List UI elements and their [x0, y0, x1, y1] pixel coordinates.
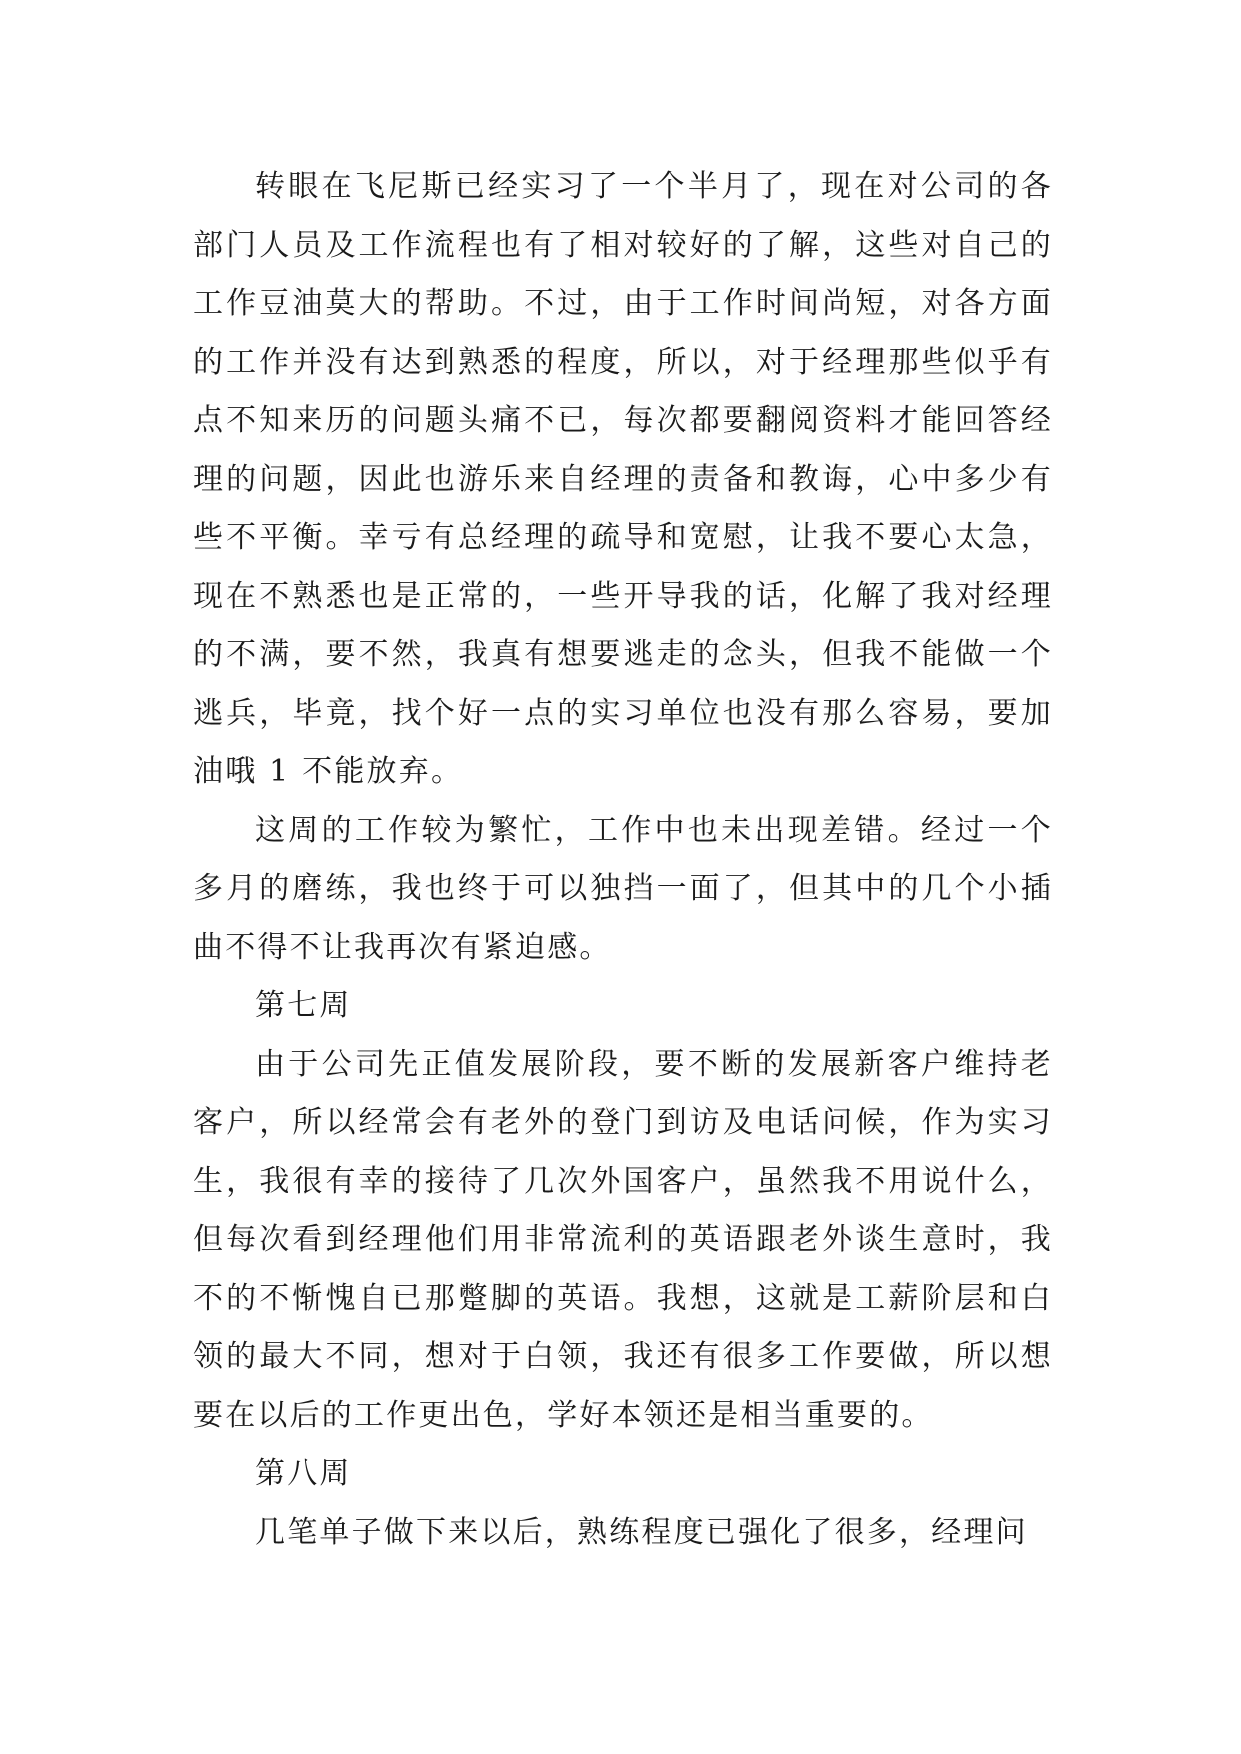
document-body — [193, 158, 1053, 1562]
paragraph-internship-reflection: 转眼在飞尼斯已经实习了一个半月了，现在对公司的各部门人员及工作流程也有了相对较好的了解，这些对自己的工作豆油莫大的帮助。不过，由于工作时间尚短，对各方面的工作并没有达到熟悉的程度，所以，对于经理那些似乎有点不知来历的问题头痛不已，每次都要翻阅资料才能回答经理的问题，因此也游乐来自经理的责备和教诲，心中多少有些不平衡。幸亏有总经理的疏导和宽慰，让我不要心太急，现在不熟悉也是正常的，一些开导我的话，化解了我对经理的不满，要不然，我真有想要逃走的念头，但我不能做一个逃兵，毕竟，找个好一点的实习单位也没有那么容易，要加油哦 1 不能放弃。 — [193, 169, 1053, 789]
paragraph-foreign-clients: 由于公司先正值发展阶段，要不断的发展新客户维持老客户，所以经常会有老外的登门到访及电话问候，作为实习生，我很有幸的接待了几次外国客户，虽然我不用说什么，但每次看到经理他们用非常流利的英语跟老外谈生意时，我不的不惭愧自已那蹩脚的英语。我想，这就是工薪阶层和白领的最大不同，想对于白领，我还有很多工作要做，所以想要在以后的工作更出色，学好本领还是相当重要的。 — [193, 1046, 1053, 1433]
paragraph-busy-week: 这周的工作较为繁忙，工作中也未出现差错。经过一个多月的磨练，我也终于可以独挡一面了，但其中的几个小插曲不得不让我再次有紧迫感。 — [193, 812, 1053, 965]
heading-week-seven: 第七周 — [255, 988, 352, 1023]
heading-week-eight: 第八周 — [255, 1456, 352, 1491]
paragraph-proficiency: 几笔单子做下来以后，熟练程度已强化了很多，经理问 — [255, 1514, 1028, 1550]
